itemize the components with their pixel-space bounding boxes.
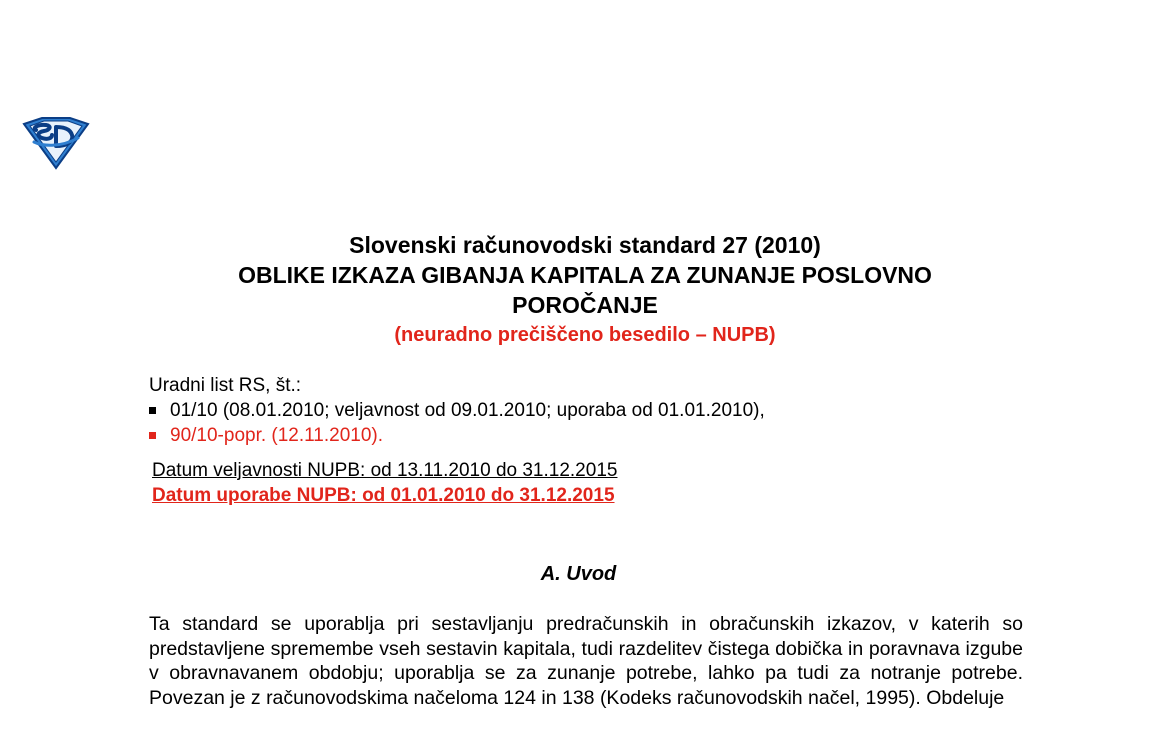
gazette-item-text: 90/10-popr. (12.11.2010).	[170, 425, 384, 446]
gazette-label: Uradni list RS, št.:	[149, 375, 302, 396]
gazette-item	[149, 423, 765, 448]
official-gazette-list	[149, 373, 765, 448]
standard-title: Slovenski računovodski standard 27 (2010)	[349, 232, 821, 258]
intro-paragraph: Ta standard se uporablja pri sestavljanju predračunskih in obračunskih izkazov, v katerih so predstavljene spremembe vseh sestavin kapitala, tudi razdelitev čistega dobička in poravnava izgube v obravnavanem obdobju; uporablja se za zunanje potrebe, lahko pa tudi za notranje potrebe. Povezan je z računovodskima načeloma 124 in 138 (Kodeks računovodskih načel, 1995). Obdeluje	[149, 613, 1023, 709]
bullet-icon	[149, 432, 156, 439]
sd-logo-icon	[20, 116, 92, 170]
validity-date: Datum veljavnosti NUPB: od 13.11.2010 do 31.12.2015	[152, 460, 618, 481]
standard-subject-line1: OBLIKE IZKAZA GIBANJA KAPITALA ZA ZUNANJE POSLOVNO	[238, 262, 932, 288]
document-title-block	[150, 230, 1020, 348]
use-date: Datum uporabe NUPB: od 01.01.2010 do 31.12.2015	[152, 485, 615, 506]
gazette-item-text: 01/10 (08.01.2010; veljavnost od 09.01.2010; uporaba od 01.01.2010),	[170, 400, 765, 421]
standard-subject-line2: POROČANJE	[512, 292, 658, 318]
bullet-icon	[149, 407, 156, 414]
nupb-dates	[152, 458, 617, 508]
nupb-subtitle: (neuradno prečiščeno besedilo – NUPB)	[394, 324, 776, 346]
section-heading: A. Uvod	[540, 563, 617, 585]
gazette-item	[149, 398, 765, 423]
